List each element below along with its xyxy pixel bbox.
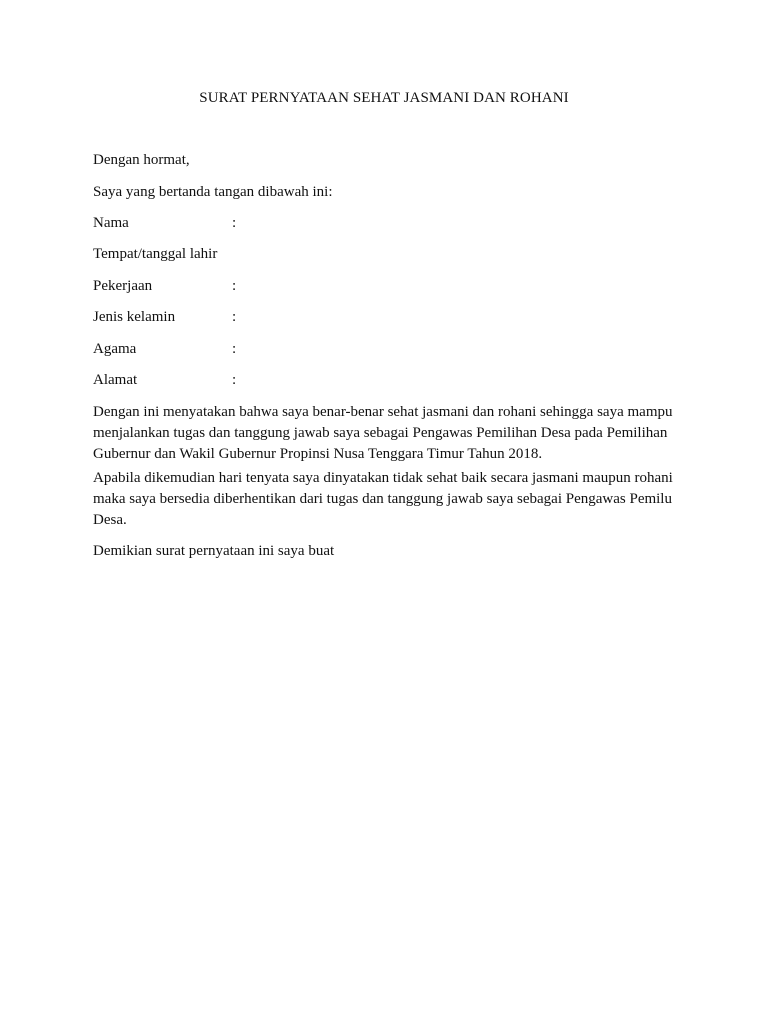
field-row-agama bbox=[93, 339, 683, 360]
field-row-tempat-tanggal-lahir bbox=[93, 244, 683, 265]
field-row-alamat bbox=[93, 370, 683, 391]
field-colon: : bbox=[232, 309, 237, 325]
field-label: Jenis kelamin bbox=[93, 309, 176, 325]
field-colon: : bbox=[232, 215, 237, 231]
field-colon: : bbox=[232, 278, 237, 294]
field-label: Tempat/tanggal lahir bbox=[93, 246, 218, 262]
field-label: Alamat bbox=[93, 372, 138, 388]
field-colon: : bbox=[232, 341, 237, 357]
greeting-text: Dengan hormat, bbox=[93, 152, 190, 168]
field-label: Pekerjaan bbox=[93, 278, 153, 294]
field-row-jenis-kelamin bbox=[93, 307, 683, 328]
intro-text: Saya yang bertanda tangan dibawah ini: bbox=[93, 184, 333, 200]
field-label: Nama bbox=[93, 215, 129, 231]
field-colon: : bbox=[232, 372, 237, 388]
field-row-nama bbox=[93, 213, 683, 234]
field-row-pekerjaan bbox=[93, 276, 683, 297]
field-label: Agama bbox=[93, 341, 137, 357]
consequence-paragraph: Apabila dikemudian hari tenyata saya dinyatakan tidak sehat baik secara jasmani maupun rohani maka saya bersedia diberhentikan dari tugas dan tanggung jawab saya sebagai Pengawas Pemilu Desa. bbox=[93, 470, 673, 528]
statement-paragraph: Dengan ini menyatakan bahwa saya benar-benar sehat jasmani dan rohani sehingga saya mampu menjalankan tugas dan tanggung jawab saya sebagai Pengawas Pemilihan Desa pada Pemilihan Gubernur dan Wakil Gubernur Propinsi Nusa Tenggara Timur Tahun 2018. bbox=[93, 404, 673, 462]
document-title: SURAT PERNYATAAN SEHAT JASMANI DAN ROHANI bbox=[199, 90, 569, 106]
closing-paragraph: Demikian surat pernyataan ini saya buat bbox=[93, 543, 335, 559]
